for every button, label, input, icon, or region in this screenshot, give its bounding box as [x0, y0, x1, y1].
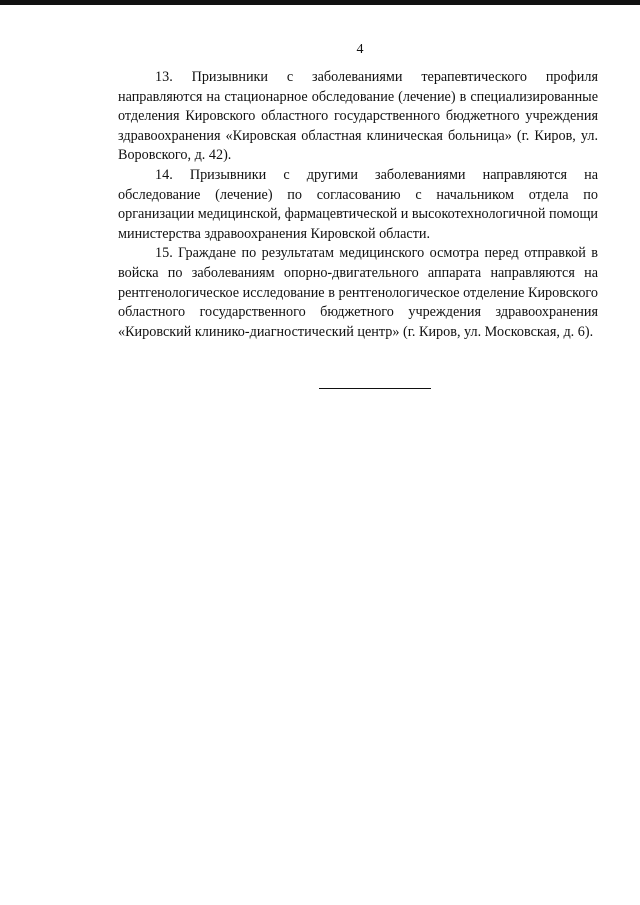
page-number: 4: [356, 42, 364, 57]
document-body: [118, 68, 598, 342]
paragraph-14: 14. Призывники с другими заболеваниями направляются на обследование (лечение) по согласованию с начальником отдела по организации медицинской, фармацевтической и высокотехнологичной помощи министерства здравоохранения Кировской области.: [118, 166, 598, 242]
page-top-border: [0, 0, 640, 5]
closing-line: [319, 388, 431, 389]
paragraph-15: 15. Граждане по результатам медицинского осмотра перед отправкой в войска по заболеваниям опорно-двигательного аппарата направляются на рентгенологическое исследование в рентгенологическое отделение Кировского областного государственного бюджетного учреждения здравоохранения «Кировский клинико-диагностический центр» (г. Киров, ул. Московская, д. 6).: [118, 245, 598, 340]
paragraph-13: 13. Призывники с заболеваниями терапевтического профиля направляются на стационарное обследование (лечение) в специализированные отделения Кировского областного государственного бюджетного учреждения здравоохранения «Кировская областная клиническая больница» (г. Киров, ул. Воровского, д. 42).: [118, 69, 598, 164]
